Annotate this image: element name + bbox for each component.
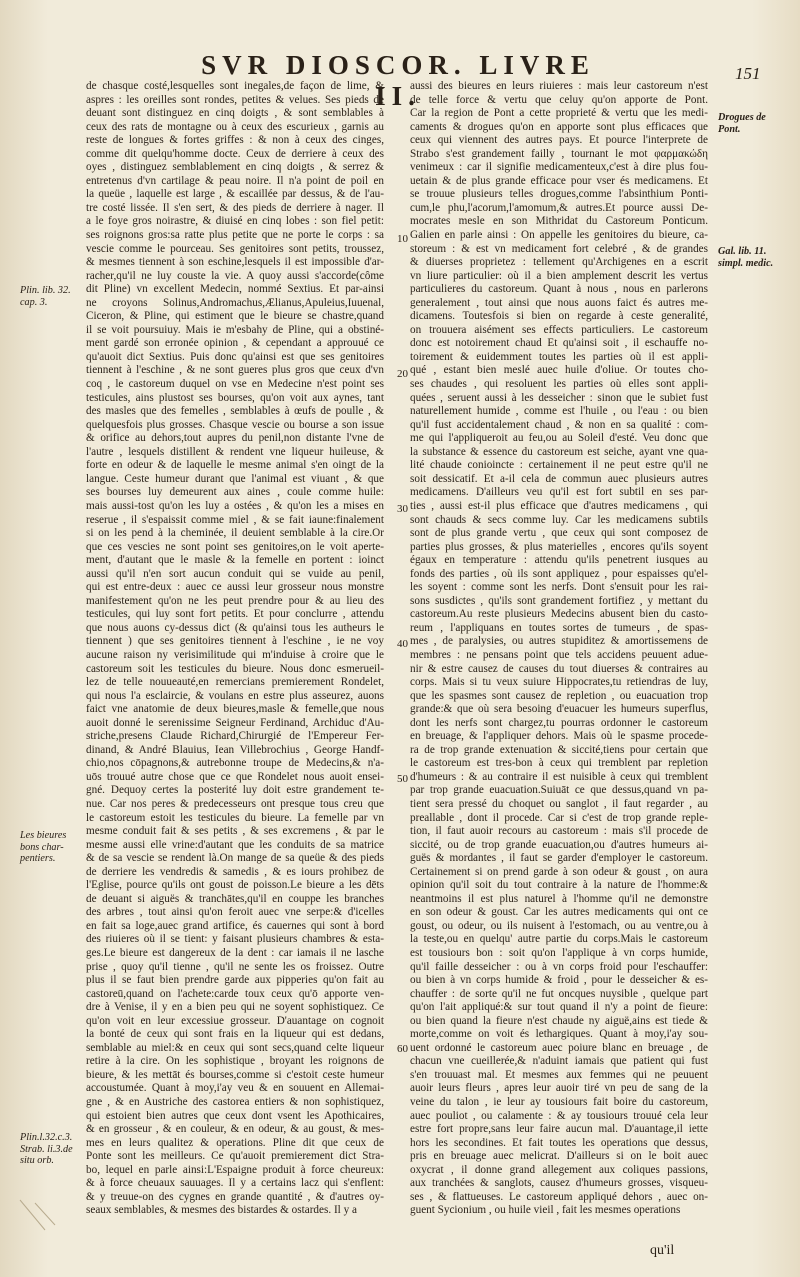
text-line: tre costé lissée. Il s'en sert, & des pieds de derriere à nager. Il [86, 201, 384, 214]
text-line: ses , & flattueuses. Le castoreum appliqué dehors , auec on- [410, 1190, 708, 1203]
text-line: nir & estre causez de causes du tout diuerses & contraires au [410, 662, 708, 675]
text-line: naturellement humide , comme est l'huile , ou l'eau : ou bien [410, 405, 708, 418]
text-line: castoreum soit les testicules du bieure. Nous donc esmerueil- [86, 662, 384, 675]
text-line: ses roignons gros:sa ratte plus petite que ne porte le corps : sa [86, 229, 384, 242]
text-line: uōs trouué autre chose que ce que Rondelet nous auoit ensei- [86, 770, 384, 783]
text-line: neantmoins il est plus naturel à l'homme qu'il ne demonstre [410, 892, 708, 905]
text-line: auoit donné le serenissime Seigneur Ferdinand, Archiduc d'Au- [86, 716, 384, 729]
margin-note-galien: Gal. lib. 11. simpl. medic. [718, 246, 774, 269]
text-line: le castoreum estoit les testicules du bieure. La femelle par vn [86, 811, 384, 824]
line-number-20: 20 [397, 368, 408, 380]
text-line: estre fort propre,sans leur faire aucun mal. D'auantage,il iette [410, 1123, 708, 1136]
text-line: castoreū,quand on l'achete:carde toux ceux qu'ō apporte ven- [86, 987, 384, 1000]
text-line: faict vne anatomie de deux bieures,masle & femelle,que nous [86, 703, 384, 716]
text-line: me qui l'appliqueroit au feu,ou au Soleil d'esté. Veu donc que [410, 432, 708, 445]
text-line: tient sera pressé du choquet ou sanglot , il faut regarder , au [410, 797, 708, 810]
text-line: mais aussi-tost qu'on les luy a ostées , & qu'on les a mises en [86, 499, 384, 512]
text-line: fonds des parties , où ils sont appliquez , pour espaisses qu'el- [410, 567, 708, 580]
text-line: nue. Car nos peres & predecesseurs ont presque tous creu que [86, 797, 384, 810]
text-line: & orifice au dehors,tout aupres du penil,non distante l'vne de [86, 432, 384, 445]
text-line: que ces vescies ne sont point ses genitoires,on le voit aperte- [86, 540, 384, 553]
text-line: coq , le castoreum duquel on vse en Medecine n'est point ses [86, 378, 384, 391]
line-number-60: 60 [397, 1043, 408, 1055]
text-line: & diuerses proprietez : tellement qu'Archigenes en a escrit [410, 256, 708, 269]
text-line: se trouue plusieurs telles drogues,comme l'absinthium Ponti- [410, 188, 708, 201]
text-line: chacun vne cueillerée,& n'aduint iamais que patient qui fust [410, 1055, 708, 1068]
text-line: sont chauds & secs comme luy. Car les medicamens subtils [410, 513, 708, 526]
text-line: uetain & de plus grande efficace pour vser és medicamens. Et [410, 174, 708, 187]
text-line: aussi qu'il n'en sort aucun conduit qui se vuide au penil, [86, 567, 384, 580]
text-line: si on les pend à la cheminée, il deuient semblable à la cire.Or [86, 527, 384, 540]
text-line: de derriere les vendredis & samedis , & es iours prohibez de [86, 865, 384, 878]
text-line: pris en breuage auec melicrat. D'ailleurs si on le boit auec [410, 1150, 708, 1163]
text-line: bo, lequel en parle ainsi:L'Espaigne produit à force cheureux: [86, 1163, 384, 1176]
ink-blot-decoration [15, 1195, 95, 1235]
text-line: morte,comme on voit és lethargiques. Quant à moy,i'ay sou- [410, 1028, 708, 1041]
line-number-10: 10 [397, 233, 408, 245]
text-line: dit Pline) vn excellent Medecin, nommé Sextius. Et par-ainsi [86, 283, 384, 296]
text-line: par trop grande euacuation.Suiuāt ce que dessus,quand vn pa- [410, 784, 708, 797]
text-line: dicamens. Toutesfois si bien on regarde à ceste generalité, [410, 310, 708, 323]
text-line: ra de trop grande extenuation & siccité,tiens pour certain que [410, 743, 708, 756]
text-line: accoustumée. Quant à moy,i'ay veu & en souuent en Allemai- [86, 1082, 384, 1095]
text-line: preallable , dont il procede. Car si c'est de trop grande reple- [410, 811, 708, 824]
text-line: Galien en parle ainsi : On appelle les genitoires du bieure, ca- [410, 229, 708, 242]
text-line: ses chaudes , qui resoluent les parties où elles sont appli- [410, 378, 708, 391]
text-line: seaux semblables, & mesmes des bistardes & ostardes. Il y a [86, 1204, 357, 1217]
right-text-column [410, 80, 708, 1218]
text-line: hors les secondines. Et fait toutes les operations que dessus, [410, 1136, 708, 1149]
text-line: en son odeur & goust. Car les autres medicaments qui ont ce [410, 906, 708, 919]
text-line: ment, d'autant que le masle & la femelle en portent : ioinct [86, 554, 384, 567]
text-line: aussi des bieures en leurs riuieres : mais leur castoreum n'est [410, 80, 708, 92]
text-line: guent Sycionium , ou huile vieil , fait les mesmes operations [410, 1204, 681, 1217]
text-line: opinion qu'il soit du tout contraire à la nature de l'homme:& [410, 879, 708, 892]
text-line: des arbres , tout ainsi qu'on feroit auec vne serpe:& d'icelles [86, 906, 384, 919]
text-line: mes , de paralysies, ou autres stupiditez & amortissemens de [410, 635, 708, 648]
text-line: gne , & en Austriche des castorea entiers & non sophistiquez, [86, 1096, 384, 1109]
margin-note-bieures-charpentiers: Les bieures bons char- pentiers. [20, 830, 67, 864]
text-line: qué , estant bien meslé auec huile d'oliue. Or toutes cho- [410, 364, 708, 377]
text-line: la substance & essence du castoreum est seiche, ayant vne qua- [410, 445, 708, 458]
text-line: vn liure particulier: où il a bien amplement descrit les vertus [410, 269, 708, 282]
text-line: testicules, qui luy sont fort petits. Et pour conclurre , attendu [86, 608, 384, 621]
text-line: castoreum.Au reste plusieurs Medecins abusent bien du casto- [410, 608, 708, 621]
text-line: que les spasmes sont causez de repletion , ou euacuation trop [410, 689, 708, 702]
text-line: plus il se faut bien prendre garde aux pipperies qu'on fait au [86, 974, 384, 987]
text-line: corps. Mais si tu veux suiure Hippocrates,tu retiendras de luy, [410, 676, 708, 689]
text-line: deuant sont distinguez en cinq doigts , & sont semblables à [86, 107, 384, 120]
text-line: Ponte sont les meilleurs. Ce qu'auoit premierement dict Stra- [86, 1150, 384, 1163]
line-number-50: 50 [397, 773, 408, 785]
text-line: oxycrat , il donne grand allegement aux coliques passions, [410, 1163, 708, 1176]
text-line: reste de longues & fortes griffes : & non à ceux des cinges, [86, 134, 384, 147]
text-line: la teste,ou en quelqu' autre partie du corps.Mais le castoreum [410, 933, 708, 946]
text-line: medicamens. D'ailleurs veu qu'il est fort subtil en ses par- [410, 486, 708, 499]
text-line: l'autre , lesquels distillent & rendent vne liqueur huileuse, & [86, 445, 384, 458]
text-line: ou bien quand la fieure n'est chaude ny aiguë,ains est tiede & [410, 1014, 708, 1027]
text-line: ges.Le bieure est dangereux de la dent : car iamais il ne lasche [86, 947, 384, 959]
text-line: veine du talon , ie leur ay tousiours fait boire du castoreum, [410, 1096, 708, 1109]
text-line: est tousiours bon : soit qu'on l'applique à vn corps humide, [410, 947, 708, 959]
text-line: qui nous l'a esclaircie, & voulans en estre plus asseurez, auons [86, 689, 384, 702]
text-line: on trouuera aisément ses effects particuliers. Le castoreum [410, 323, 708, 336]
text-line: uent ordonné le castoreum auec poiure blanc en breuage , de [410, 1041, 708, 1054]
text-line: bieure, & les mettāt és bourses,comme si c'estoit ceste humeur [86, 1068, 384, 1081]
text-line: cum,le phu,l'acorum,l'amomum,& autres.Et pource aussi De- [410, 201, 708, 214]
text-line: la bonté de ceux qui sont frais en la liqueur qui est dedans, [86, 1028, 384, 1041]
text-line: mes en leurs qualitez & operations. Pline dit que ceux de [86, 1136, 384, 1149]
text-line: vescie comme le pourceau. Ses genitoires sont petits, troussez, [86, 242, 384, 255]
text-line: donc est notoirement chaud Et qu'ainsi soit , il eschauffe no- [410, 337, 708, 350]
text-line: en breuage, & l'appliquer dehors. Mais où le spasme procede- [410, 730, 708, 743]
line-number-40: 40 [397, 638, 408, 650]
text-line: qu'auoit dict Sextius. Puis donc qu'ainsi est que ses genitoires [86, 350, 384, 363]
line-number-30: 30 [397, 503, 408, 515]
text-line: des masles que des femelles , semblables à œufs de poulle , & [86, 405, 384, 418]
text-line: s'en trouuast mal. Et mesmes aux femmes qui ne peuuent [410, 1068, 708, 1081]
text-line: les soyent : comme sont les nerfs. Dont s'ensuit pour les rai- [410, 581, 708, 594]
text-line: & mesmes tiennent à son eschine,lesquels il est impossible d'ar- [86, 256, 384, 269]
text-line: striche,presens Claude Richard,Chirurgié de l'Empereur Fer- [86, 730, 384, 743]
text-line: soit dessicatif. Et a-il cela de commun auec plusieurs autres [410, 472, 708, 485]
page-number: 151 [735, 64, 761, 83]
text-line: chauffer : de sorte qu'il ne fut oncques nuysible , quelque part [410, 987, 708, 1000]
text-line: de telle force & vertu que celuy qu'on apporte de Pont. [410, 93, 708, 106]
text-line: tion, il faut auoir recours au castoreum : mais s'il procede de [410, 825, 708, 838]
text-line: dinand, & André Blauius, Iean Villebrochius , George Handf- [86, 743, 384, 756]
running-title: SVR DIOSCOR. LIVRE II. [201, 50, 595, 111]
catchword: qu'il [650, 1243, 675, 1258]
text-line: reserue , il s'espaissit comme miel , & se fait iaune:finalement [86, 513, 384, 526]
text-line: caments & drogues qu'on en apporte sont plus efficaces que [410, 120, 708, 133]
text-line: & en grosseur , & en couleur, & en odeur, & au goust, & mes- [86, 1123, 384, 1136]
text-line: l'Eglise, pource qu'ils ont goust de poisson.Le bieure a les dēts [86, 879, 384, 892]
text-line: que nous auons cy-dessus dict (& qu'ainsi tous les autheurs le [86, 621, 384, 634]
text-line: storeum : & est vn medicament fort celebré , & de grandes [410, 242, 708, 255]
text-line: mesme conduit fait & ses petits , & ses excremens , & par le [86, 825, 384, 838]
text-line: d'humeurs : & au contraire il est nuisible à ceux qui tremblent [410, 770, 708, 783]
text-line: testicules, ains plustost ses bourses, qu'on voit aux aynes, tant [86, 391, 384, 404]
text-line: & y treuue-on des cygnes en grande quantité , & d'autres oy- [86, 1190, 384, 1203]
text-line: ment gardé son erronée opinion , & cependant a approuué ce [86, 337, 384, 350]
text-line: qu'il fust accidentalement chaud , & non en sa qualité : com- [410, 418, 708, 431]
text-line: siccité, ou de trop grande euacuation,ou d'autres humeurs ai- [410, 838, 708, 851]
text-line: qu'il faille desseicher : ou à vn corps froid pour l'eschauffer: [410, 960, 708, 973]
text-line: manifestement qu'on ne les peut prendre pour & au lieu des [86, 594, 384, 607]
text-line: dre à Venise, il y en a bien peu qui ne soyent sophistiquez. Ce [86, 1001, 384, 1014]
text-line: grande:& que où sera besoing d'euacuer les humeurs superflus, [410, 703, 708, 716]
text-line: reum , l'appliquans en toutes sortes de tumeurs , de spas- [410, 621, 708, 634]
text-line: a le foye gros noirastre, & diuisé en cinq lobes : son fiel petit: [86, 215, 384, 228]
text-line: égaux en temperature : attendu qu'ils penetrent iusques au [410, 554, 708, 567]
text-line: qu'on l'ait appliqué:& sur tout quand il n'y a point de fieure: [410, 1001, 708, 1014]
text-line: lez de telle nouueauté,en remercians premierement Rondelet, [86, 676, 384, 689]
text-line: gné. Dequoy certes la posterité luy doit estre grandement te- [86, 784, 384, 797]
text-line: venimeux : car il signifie medicamenteux,c'est à dire plus fou- [410, 161, 708, 174]
text-line: Certainement si on prend garde à son odeur & goust , on aura [410, 865, 708, 878]
text-line: mesme aussi elle vrine:d'autant que les conduits de sa matrice [86, 838, 384, 851]
text-line: aucune raison ny verisimilitude qui m'induise à croire que le [86, 648, 384, 661]
text-line: oyes , distinguez semblablement en cinq doigts , & serrez & [86, 161, 384, 174]
text-line: goust, ou odeur, ou ils nuisent à l'estomach, ou au ventre,ou à [410, 919, 708, 932]
text-line: aux tranchées & sanglots, causez d'humeurs grosses, visqueu- [410, 1177, 708, 1190]
text-line: & de sa vescie se rendent là.On mange de sa queüe & des pieds [86, 852, 384, 865]
text-line: prise , quoy qu'il tienne , qu'il ne sente les os froissez. Outre [86, 960, 384, 973]
text-line: chio,nos cōpagnons,& autrebonne troupe de Medecins,& n'a- [86, 757, 384, 770]
text-line: des riuieres où il se tient: y faisant plusieurs chambres & esta- [86, 933, 384, 946]
text-line: generalement , tout ainsi que nous auons faict és autres me- [410, 296, 708, 309]
text-line: & à force cheuaux sauuages. Il y a certains lacz qui s'enflent: [86, 1177, 384, 1190]
text-line: guës & mordantes , il faut se garder d'employer le castoreum. [410, 852, 708, 865]
text-line: auec pouliot , ou calamente : & ay tousiours trouué cela leur [410, 1109, 708, 1122]
text-line: qu'on voit en leur excessiue grosseur. D'auantage on cognoit [86, 1014, 384, 1027]
text-line: le castoreum est tres-bon à ceux qui tremblent par repletion [410, 757, 708, 770]
text-line: il se voit poursuiuy. Mais ie m'esbahy de Pline, qui a obstiné- [86, 323, 384, 336]
text-line: ses bourses luy demeurent aux aines , coule comme huile: [86, 486, 384, 499]
text-line: mocrates mesle en son Mithridat du Castoreum Ponticum. [410, 215, 708, 228]
text-line: dont les nerfs sont chargez,tu pourras ordonner le castoreum [410, 716, 708, 729]
text-line: Strabo s'est grandement failly , tournant le mot φαρμακώδη [410, 147, 708, 160]
text-line: entretenus d'vn cartilage & peau noire. Il n'a point de poil en [86, 174, 384, 187]
text-line: langue. Ceste humeur durant que l'animal est viuant , & que [86, 472, 384, 485]
text-line: Car la region de Pont a cette proprieté & vertu que les medi- [410, 107, 708, 120]
text-line: ne croyons Solinus,Andromachus,Ælianus,Apuleius,Iuuenal, [86, 296, 384, 309]
text-line: sons susdictes , qu'ils sont grandement fortifiez , y mettant du [410, 594, 708, 607]
text-line: forte en odeur & de laquelle le mesme animal s'en oingt de la [86, 459, 384, 472]
text-line: quelquesfois plus grosses. Chasque vescie ou bourse a son issue [86, 418, 384, 431]
text-line: tiennent à l'eschine , & ne sont gueres plus gros que ceux d'vn [86, 364, 384, 377]
text-line: aspres : les oreilles sont rondes, petites & velues. Ses pieds de [86, 93, 384, 106]
text-line: racher,qu'il ne luy couste la vie. A quoy aussi s'accorde(côme [86, 269, 384, 282]
margin-note-pline-32: Plin. lib. 32. cap. 3. [20, 285, 71, 308]
text-line: Ciceron, & Pline, qui estiment que le bieure se chastre,quand [86, 310, 384, 323]
text-line: quées , seruent aussi à les desseicher : sinon que le subiet fust [410, 391, 708, 404]
left-text-column [86, 80, 384, 1218]
text-line: la queüe , laquelle est large , & escaillée par dessus, & de l'au- [86, 188, 384, 201]
text-line: ou bien à vn corps humide & froid , pour le desseicher & es- [410, 974, 708, 987]
text-line: en fait sa loge,auec grand artifice, és cauernes qui sont à bord [86, 919, 384, 932]
text-line: qui est entre-deux : auec ce aussi leur grosseur nous monstre [86, 581, 384, 594]
text-line: membres : ne pensans point que tels accidens peuuent adue- [410, 648, 708, 661]
text-line: sont de plus grande vertu , que ceux qui sont composez de [410, 527, 708, 540]
text-line: parties plus grosses, & plus materielles , encores qu'ils soyent [410, 540, 708, 553]
text-line: ties , aussi est-il plus efficace que d'autres medicamens , qui [410, 499, 708, 512]
margin-note-drogues-de-pont: Drogues de Pont. [718, 112, 766, 135]
text-line: toirement & euidemment toutes les parties où il est appli- [410, 350, 708, 363]
text-line: de deuant si aiguës & tranchātes,qu'il en couppe les branches [86, 892, 384, 905]
text-line: particulieres du castoreum. Quant à nous , nous en parlerons [410, 283, 708, 296]
text-line: tiennent ) que ses genitoires tiennent à l'eschine , ie ne voy [86, 635, 384, 648]
text-line: qui estoient bien autres que ceux dont vsent les Apothicaires, [86, 1109, 384, 1122]
text-line: comme dit quelqu'homme docte. Ceux de derriere à ceux des [86, 147, 384, 160]
text-line: auoir leurs fleurs , apres leur auoir tiré vn peu de sang de la [410, 1082, 708, 1095]
margin-note-pline-strabo: Plin.l.32.c.3. Strab. li.3.de situ orb. [20, 1132, 73, 1166]
text-line: semblable au miel:& en ceux qui sont secs,quand celte liqueur [86, 1041, 384, 1054]
text-line: de chasque costé,lesquelles sont inegales,de façon de lime, & [86, 80, 384, 92]
text-line: retire à la cire. On les sophistique , broyant les roignons de [86, 1055, 384, 1068]
text-line: ceux qui viennent des autres pays. Et pource l'interprete de [410, 134, 708, 147]
text-line: lité chaude conioincte : certainement il ne peut estre qu'il ne [410, 459, 708, 472]
text-line: ceux des rats de montagne ou à ceux des escurieux , garnis au [86, 120, 384, 133]
